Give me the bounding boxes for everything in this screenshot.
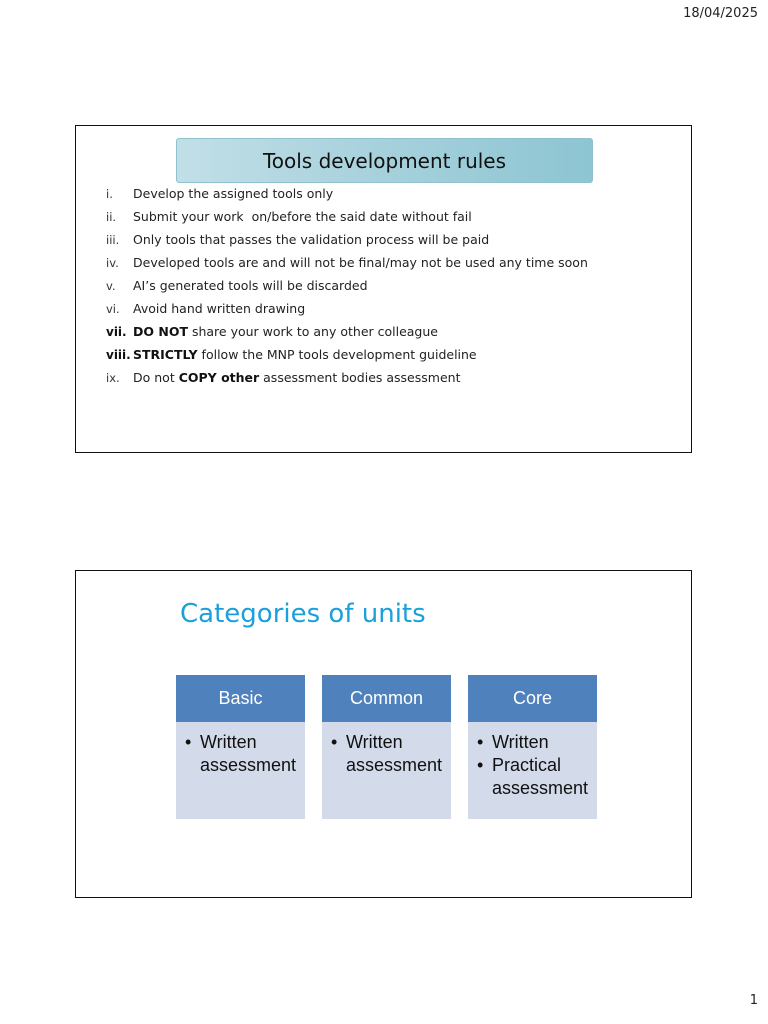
category-cards (176, 675, 597, 819)
category-card-basic (176, 675, 305, 819)
rule-text-part: follow the MNP tools development guideline (197, 347, 477, 362)
rule-number: i. (106, 187, 113, 201)
category-heading: Common (322, 675, 451, 722)
rule-text (133, 370, 460, 385)
rule-text-part: Only tools that passes the validation process will be paid (133, 232, 490, 247)
rule-number: ix. (106, 371, 120, 385)
rule-number: v. (106, 279, 116, 293)
rule-number: vi. (106, 302, 120, 316)
rule-text-emphasis: COPY other (178, 370, 260, 385)
category-heading: Basic (176, 675, 305, 722)
page-number: 1 (749, 993, 758, 1008)
category-item (185, 731, 305, 777)
category-card-core (468, 675, 597, 819)
category-body (322, 722, 451, 777)
rule-item (106, 255, 588, 278)
slide-categories-of-units (75, 570, 692, 898)
rule-text-emphasis: DO NOT (133, 324, 188, 339)
rule-text (133, 255, 588, 270)
rule-item (106, 324, 588, 347)
rule-number: iii. (106, 233, 120, 247)
slide-title: Tools development rules (176, 138, 593, 183)
rule-text (133, 301, 305, 316)
rule-item (106, 347, 588, 370)
rule-text (133, 278, 368, 293)
rule-item (106, 186, 588, 209)
rule-item (106, 301, 588, 324)
rule-text-part: Submit your work on/before the said date without fail (133, 209, 472, 224)
rule-text-part: Avoid hand written drawing (133, 301, 306, 316)
category-item (477, 754, 597, 800)
rule-text (133, 232, 489, 247)
category-body (468, 722, 597, 800)
category-item (331, 731, 451, 777)
category-item-text: Written assessment (200, 732, 297, 775)
category-item-text: Practical assessment (492, 755, 589, 798)
bullet-icon: • (185, 732, 192, 752)
rule-item (106, 370, 588, 393)
rule-text-part: Developed tools are and will not be final/may not be used any time soon (133, 255, 588, 270)
rule-item (106, 278, 588, 301)
rule-text-part: AI’s generated tools will be discarded (133, 278, 368, 293)
category-item (477, 731, 597, 754)
category-heading: Core (468, 675, 597, 722)
category-item-text: Written assessment (346, 732, 443, 775)
bullet-icon: • (477, 755, 484, 775)
bullet-icon: • (331, 732, 338, 752)
slide-tools-development-rules (75, 125, 692, 453)
rule-text-part: Develop the assigned tools only (133, 186, 334, 201)
bullet-icon: • (477, 732, 484, 752)
slide-title: Categories of units (180, 599, 426, 629)
rule-text-part: Do not (133, 370, 179, 385)
rule-number: ii. (106, 210, 117, 224)
rule-text-emphasis: STRICTLY (133, 347, 198, 362)
rules-list (106, 186, 588, 393)
rule-text (133, 209, 472, 224)
rule-text-part: share your work to any other colleague (187, 324, 438, 339)
rule-number: viii. (106, 348, 131, 362)
category-body (176, 722, 305, 777)
rule-text (133, 186, 333, 201)
category-card-common (322, 675, 451, 819)
rule-text (133, 324, 438, 339)
header-date: 18/04/2025 (683, 6, 758, 21)
category-item-text: Written (492, 732, 549, 752)
rule-text (133, 347, 477, 362)
rule-item (106, 232, 588, 255)
rule-number: iv. (106, 256, 119, 270)
rule-number: vii. (106, 325, 127, 339)
rule-text-part: assessment bodies assessment (259, 370, 461, 385)
rule-item (106, 209, 588, 232)
